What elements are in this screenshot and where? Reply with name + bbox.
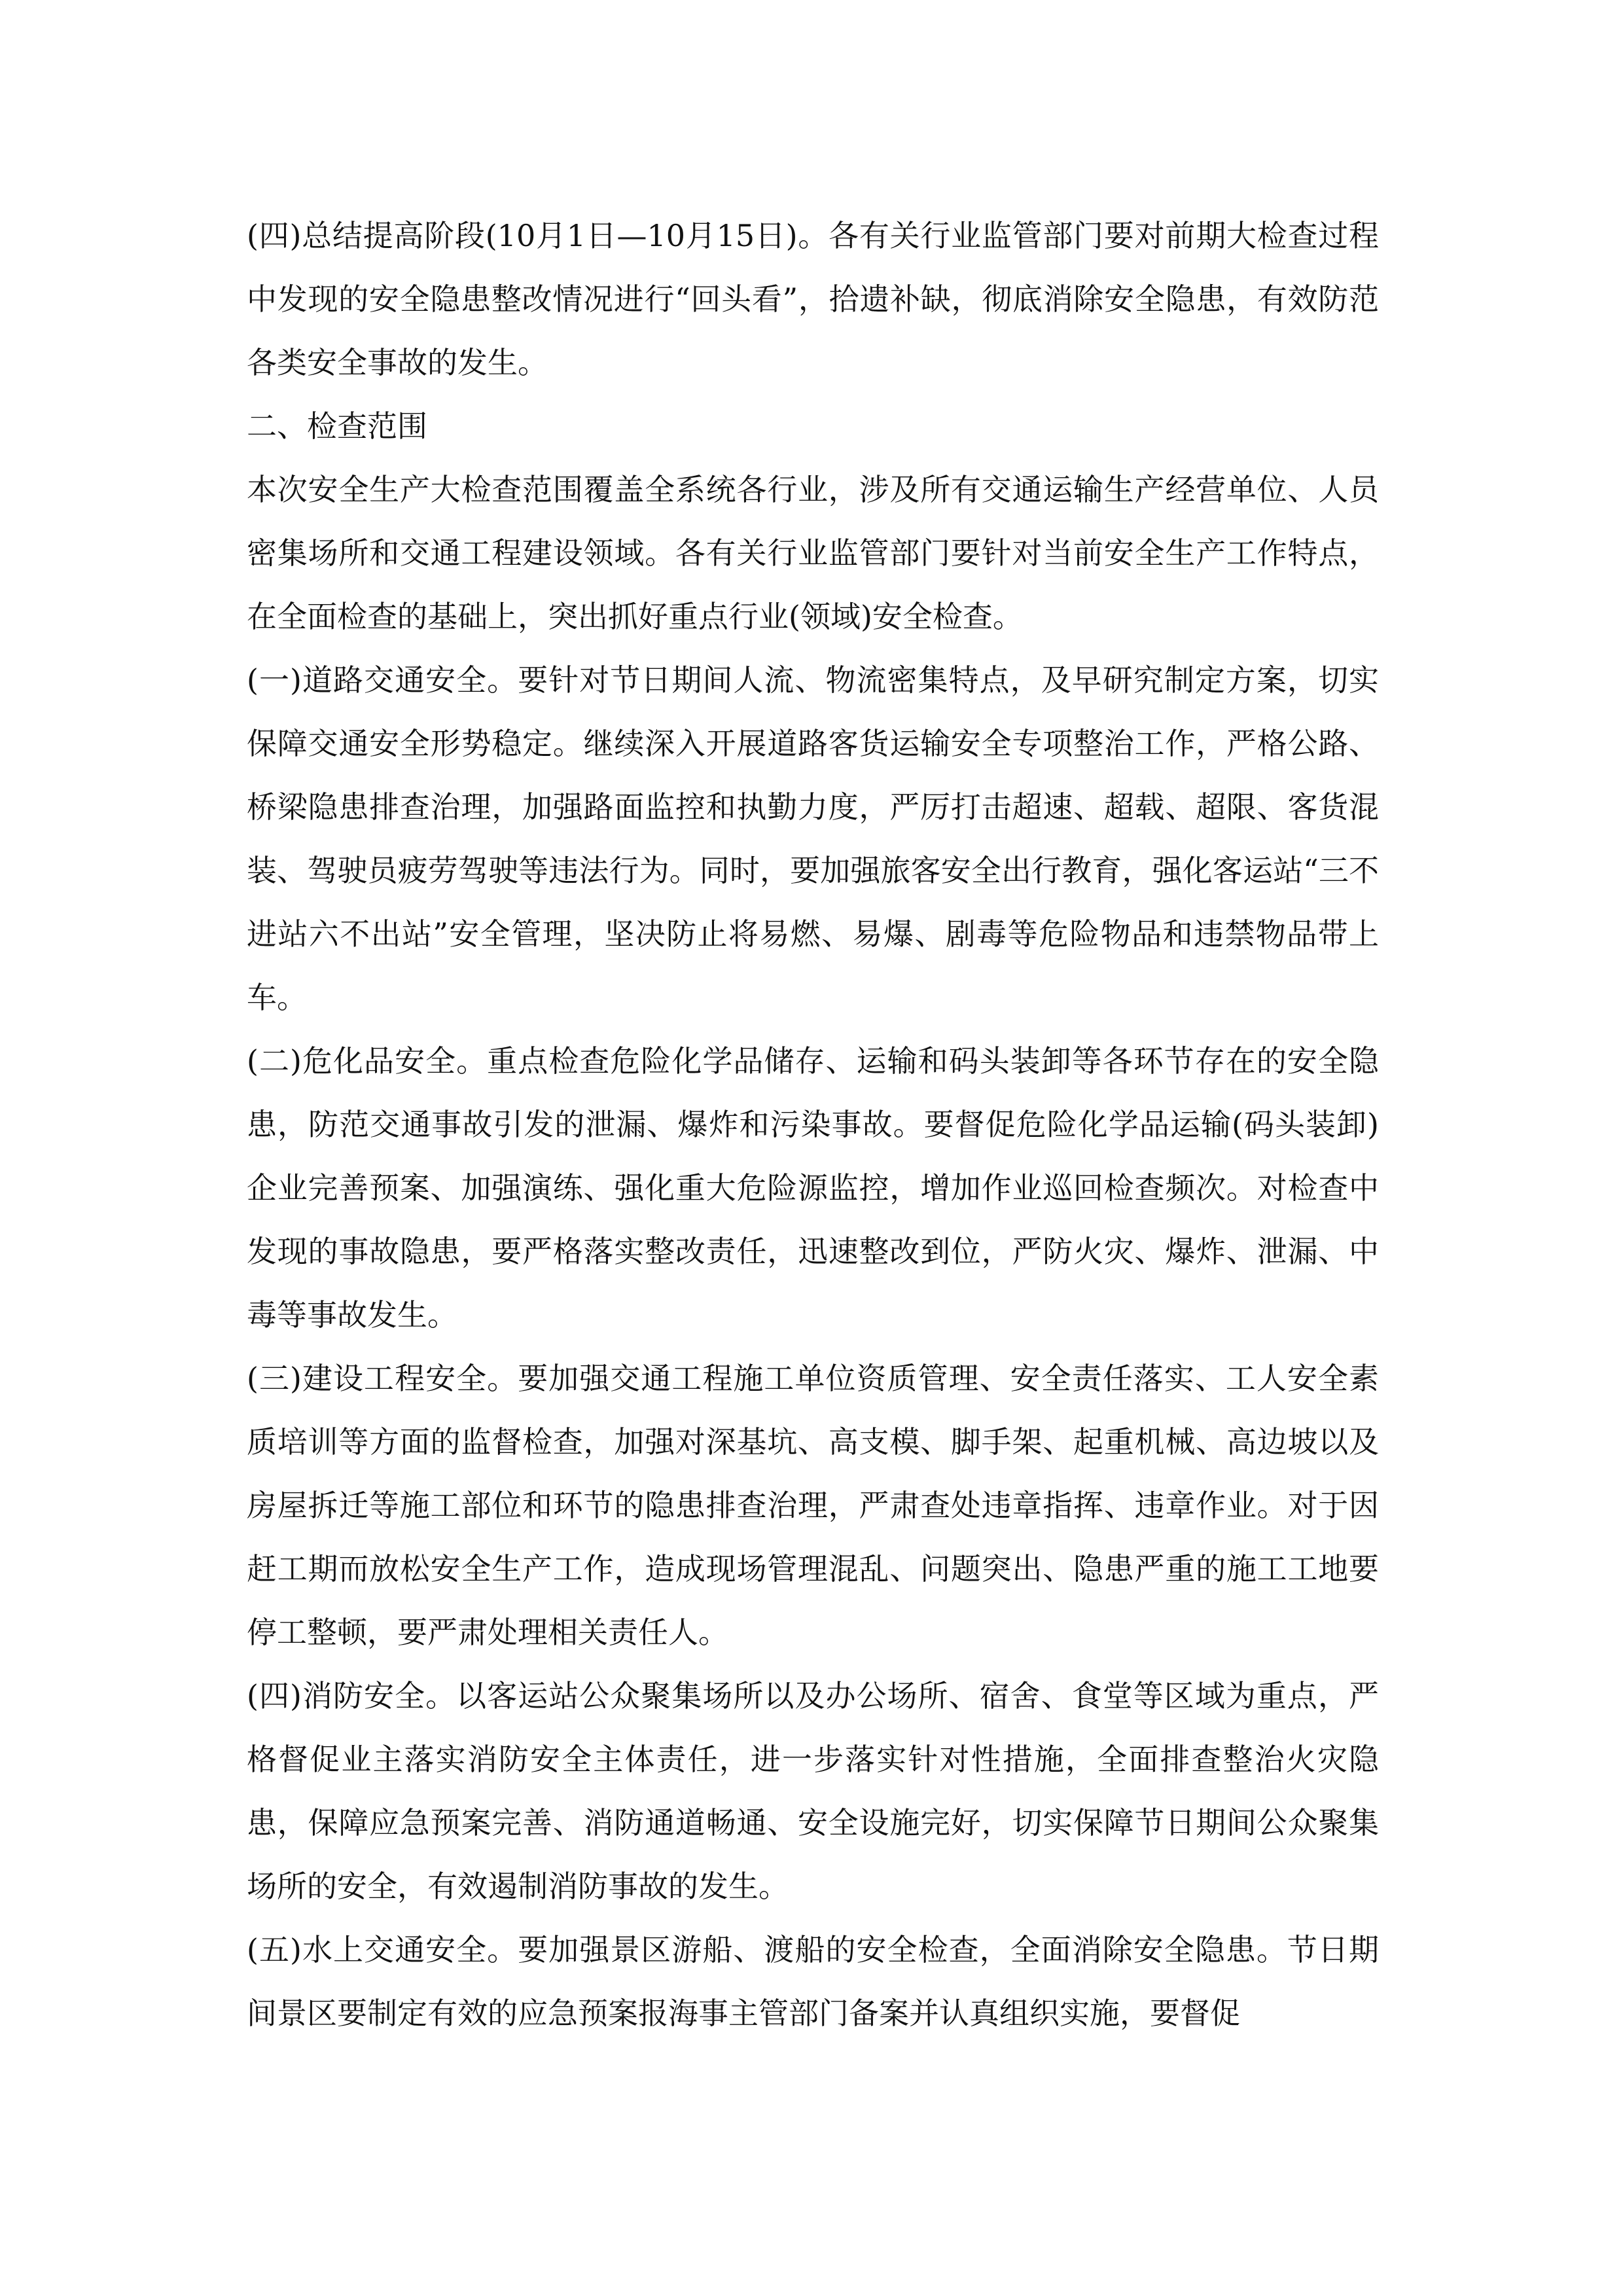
paragraph-hazardous-chemicals-safety: (二)危化品安全。重点检查危险化学品储存、运输和码头装卸等各环节存在的安全隐患，防范交通事故引发的泄漏、爆炸和污染事故。要督促危险化学品运输(码头装卸)企业完善预案、加强演练、强化重大危险源监控，增加作业巡回检查频次。对检查中发现的事故隐患，要严格落实整改责任，迅速整改到位，严防火灾、爆炸、泄漏、中毒等事故发生。 xyxy=(247,1043,1379,1333)
paragraph-construction-safety: (三)建设工程安全。要加强交通工程施工单位资质管理、安全责任落实、工人安全素质培训等方面的监督检查，加强对深基坑、高支模、脚手架、起重机械、高边坡以及房屋拆迁等施工部位和环节的隐患排查治理，严肃查处违章指挥、违章作业。对于因赶工期而放松安全生产工作，造成现场管理混乱、问题突出、隐患严重的施工工地要停工整顿，要严肃处理相关责任人。 xyxy=(247,1361,1379,1650)
paragraph-fire-safety: (四)消防安全。以客运站公众聚集场所以及办公场所、宿舍、食堂等区域为重点，严格督促业主落实消防安全主体责任，进一步落实针对性措施，全面排查整治火灾隐患，保障应急预案完善、消防通道畅通、安全设施完好，切实保障节日期间公众聚集场所的安全，有效遏制消防事故的发生。 xyxy=(247,1678,1379,1904)
paragraph-water-traffic-safety: (五)水上交通安全。要加强景区游船、渡船的安全检查，全面消除安全隐患。节日期间景区要制定有效的应急预案报海事主管部门备案并认真组织实施，要督促 xyxy=(247,1932,1379,2031)
section-heading-inspection-scope: 二、检查范围 xyxy=(247,408,427,444)
paragraph-scope-overview: 本次安全生产大检查范围覆盖全系统各行业，涉及所有交通运输生产经营单位、人员密集场所和交通工程建设领域。各有关行业监管部门要针对当前安全生产工作特点，在全面检查的基础上，突出抓好重点行业(领域)安全检查。 xyxy=(247,472,1379,634)
document-body xyxy=(247,204,1379,2045)
paragraph-summary-stage: (四)总结提高阶段(10月1日—10月15日)。各有关行业监管部门要对前期大检查过程中发现的安全隐患整改情况进行“回头看”，拾遗补缺，彻底消除安全隐患，有效防范各类安全事故的发生。 xyxy=(247,218,1379,380)
paragraph-road-traffic-safety: (一)道路交通安全。要针对节日期间人流、物流密集特点，及早研究制定方案，切实保障交通安全形势稳定。继续深入开展道路客货运输安全专项整治工作，严格公路、桥梁隐患排查治理，加强路面监控和执勤力度，严厉打击超速、超载、超限、客货混装、驾驶员疲劳驾驶等违法行为。同时，要加强旅客安全出行教育，强化客运站“三不进站六不出站”安全管理，坚决防止将易燃、易爆、剧毒等危险物品和违禁物品带上车。 xyxy=(247,662,1379,1015)
